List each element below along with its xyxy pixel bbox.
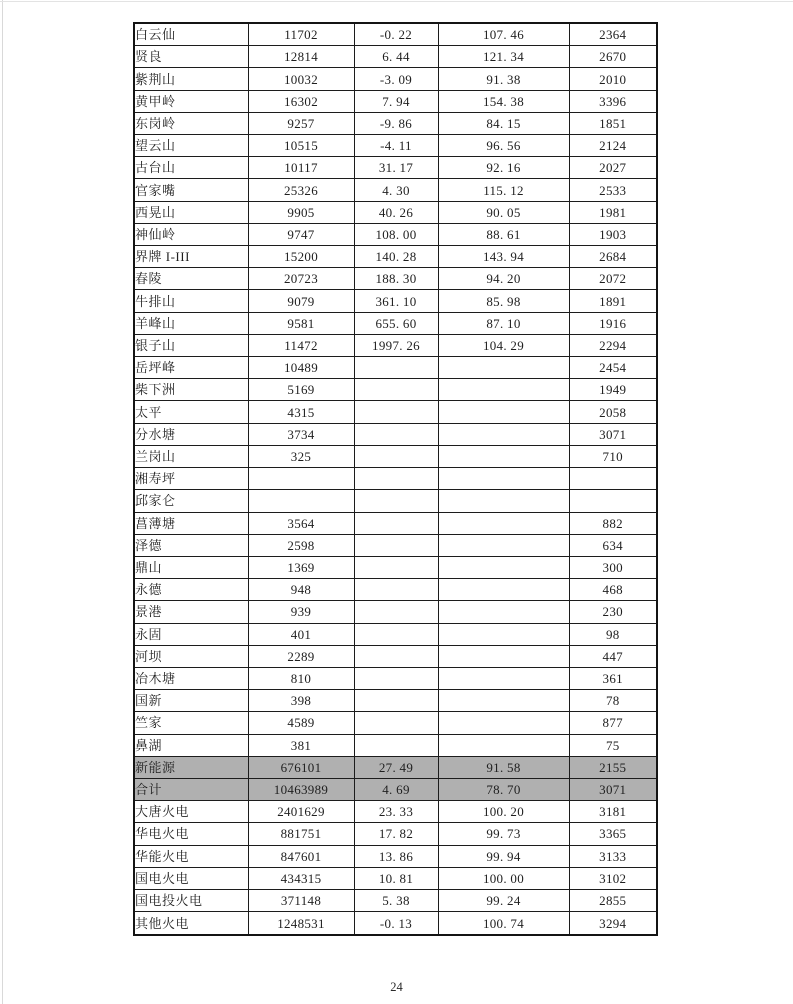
data-table [133, 22, 658, 936]
value-cell: 361 [569, 667, 657, 689]
station-name-cell: 国电火电 [134, 867, 248, 889]
table-row [134, 490, 657, 512]
value-cell: 75 [569, 734, 657, 756]
value-cell: 361. 10 [354, 290, 438, 312]
table-row [134, 468, 657, 490]
value-cell: 3734 [248, 423, 354, 445]
value-cell [354, 445, 438, 467]
value-cell: 188. 30 [354, 268, 438, 290]
station-name-cell: 新能源 [134, 756, 248, 778]
value-cell: 3133 [569, 845, 657, 867]
table-row [134, 556, 657, 578]
value-cell: 1903 [569, 223, 657, 245]
scan-edge-left [2, 0, 3, 1004]
value-cell: 2598 [248, 534, 354, 556]
table-row [134, 290, 657, 312]
table-row [134, 601, 657, 623]
station-name-cell: 华能火电 [134, 845, 248, 867]
station-name-cell: 界牌 I-III [134, 246, 248, 268]
station-name-cell: 邱家仑 [134, 490, 248, 512]
station-name-cell: 河坝 [134, 645, 248, 667]
value-cell: 847601 [248, 845, 354, 867]
value-cell: -0. 13 [354, 912, 438, 935]
value-cell: 1891 [569, 290, 657, 312]
value-cell: 94. 20 [438, 268, 569, 290]
value-cell: 91. 38 [438, 68, 569, 90]
station-name-cell: 太平 [134, 401, 248, 423]
table-row [134, 712, 657, 734]
value-cell: 1851 [569, 112, 657, 134]
value-cell: 371148 [248, 889, 354, 911]
station-name-cell: 泽德 [134, 534, 248, 556]
station-name-cell: 大唐火电 [134, 801, 248, 823]
value-cell [438, 556, 569, 578]
table-row [134, 157, 657, 179]
value-cell [569, 468, 657, 490]
value-cell: 25326 [248, 179, 354, 201]
table-body [134, 23, 657, 935]
value-cell [438, 601, 569, 623]
table-row [134, 223, 657, 245]
value-cell: 1369 [248, 556, 354, 578]
station-name-cell: 贤良 [134, 46, 248, 68]
station-name-cell: 其他火电 [134, 912, 248, 935]
value-cell: 10489 [248, 357, 354, 379]
value-cell [354, 401, 438, 423]
value-cell [438, 490, 569, 512]
value-cell: 3396 [569, 90, 657, 112]
table-row [134, 845, 657, 867]
value-cell: 9905 [248, 201, 354, 223]
value-cell: 10463989 [248, 778, 354, 800]
table-row [134, 312, 657, 334]
value-cell: 2124 [569, 135, 657, 157]
value-cell: 23. 33 [354, 801, 438, 823]
value-cell: 325 [248, 445, 354, 467]
value-cell [354, 512, 438, 534]
station-name-cell: 鼎山 [134, 556, 248, 578]
station-name-cell: 合计 [134, 778, 248, 800]
value-cell: 100. 20 [438, 801, 569, 823]
value-cell: 10117 [248, 157, 354, 179]
station-name-cell: 分水塘 [134, 423, 248, 445]
table-row [134, 867, 657, 889]
value-cell [354, 712, 438, 734]
value-cell [354, 623, 438, 645]
station-name-cell: 菖薄塘 [134, 512, 248, 534]
value-cell [354, 379, 438, 401]
value-cell: 881751 [248, 823, 354, 845]
value-cell: 2027 [569, 157, 657, 179]
value-cell: 88. 61 [438, 223, 569, 245]
table-row [134, 734, 657, 756]
table-row [134, 90, 657, 112]
value-cell: 882 [569, 512, 657, 534]
value-cell: -9. 86 [354, 112, 438, 134]
table-row [134, 46, 657, 68]
table-row [134, 135, 657, 157]
value-cell [569, 490, 657, 512]
value-cell: 10032 [248, 68, 354, 90]
value-cell [354, 645, 438, 667]
table-row [134, 268, 657, 290]
value-cell: 87. 10 [438, 312, 569, 334]
station-name-cell: 望云山 [134, 135, 248, 157]
station-name-cell: 羊峰山 [134, 312, 248, 334]
station-name-cell: 神仙岭 [134, 223, 248, 245]
value-cell: 107. 46 [438, 23, 569, 46]
value-cell: -0. 22 [354, 23, 438, 46]
value-cell: 108. 00 [354, 223, 438, 245]
value-cell: 27. 49 [354, 756, 438, 778]
table-row [134, 357, 657, 379]
table-row [134, 512, 657, 534]
value-cell: 85. 98 [438, 290, 569, 312]
value-cell: 2670 [569, 46, 657, 68]
station-name-cell: 紫荆山 [134, 68, 248, 90]
value-cell: 2855 [569, 889, 657, 911]
value-cell: -4. 11 [354, 135, 438, 157]
table-row [134, 645, 657, 667]
value-cell [248, 490, 354, 512]
value-cell: 381 [248, 734, 354, 756]
value-cell: 100. 74 [438, 912, 569, 935]
table-row [134, 823, 657, 845]
table-row [134, 423, 657, 445]
table-row [134, 201, 657, 223]
value-cell [354, 490, 438, 512]
scan-edge-top [0, 1, 793, 2]
value-cell: 3365 [569, 823, 657, 845]
value-cell: 9257 [248, 112, 354, 134]
table-row [134, 623, 657, 645]
value-cell: 40. 26 [354, 201, 438, 223]
value-cell: 2289 [248, 645, 354, 667]
value-cell: 2454 [569, 357, 657, 379]
value-cell [438, 379, 569, 401]
table-row [134, 801, 657, 823]
value-cell: 810 [248, 667, 354, 689]
value-cell: 15200 [248, 246, 354, 268]
value-cell [438, 357, 569, 379]
value-cell: 90. 05 [438, 201, 569, 223]
station-name-cell: 景港 [134, 601, 248, 623]
value-cell [354, 667, 438, 689]
value-cell: 7. 94 [354, 90, 438, 112]
station-name-cell: 牛排山 [134, 290, 248, 312]
table-row [134, 246, 657, 268]
summary-row [134, 756, 657, 778]
value-cell [438, 623, 569, 645]
value-cell [438, 401, 569, 423]
value-cell: 17. 82 [354, 823, 438, 845]
value-cell [354, 534, 438, 556]
station-name-cell: 华电火电 [134, 823, 248, 845]
station-name-cell: 永固 [134, 623, 248, 645]
table-row [134, 579, 657, 601]
table-row [134, 68, 657, 90]
value-cell: 5. 38 [354, 889, 438, 911]
table-row [134, 112, 657, 134]
value-cell: 4. 30 [354, 179, 438, 201]
value-cell [354, 556, 438, 578]
value-cell: 468 [569, 579, 657, 601]
value-cell: 2533 [569, 179, 657, 201]
station-name-cell: 永德 [134, 579, 248, 601]
value-cell [438, 734, 569, 756]
station-name-cell: 兰岗山 [134, 445, 248, 467]
value-cell: 447 [569, 645, 657, 667]
value-cell: 100. 00 [438, 867, 569, 889]
value-cell: 6. 44 [354, 46, 438, 68]
value-cell: 710 [569, 445, 657, 467]
value-cell [438, 712, 569, 734]
value-cell: 91. 58 [438, 756, 569, 778]
value-cell: 401 [248, 623, 354, 645]
value-cell [248, 468, 354, 490]
table-row [134, 667, 657, 689]
value-cell: 78 [569, 690, 657, 712]
station-name-cell: 柴下洲 [134, 379, 248, 401]
value-cell: 2364 [569, 23, 657, 46]
value-cell: 154. 38 [438, 90, 569, 112]
value-cell [354, 601, 438, 623]
value-cell: 115. 12 [438, 179, 569, 201]
value-cell: 300 [569, 556, 657, 578]
value-cell: 84. 15 [438, 112, 569, 134]
value-cell [354, 357, 438, 379]
value-cell: 1916 [569, 312, 657, 334]
value-cell: -3. 09 [354, 68, 438, 90]
value-cell [354, 734, 438, 756]
station-name-cell: 官家嘴 [134, 179, 248, 201]
value-cell: 98 [569, 623, 657, 645]
table-row [134, 401, 657, 423]
value-cell: 230 [569, 601, 657, 623]
value-cell: 3071 [569, 423, 657, 445]
station-name-cell: 湘寿坪 [134, 468, 248, 490]
value-cell: 99. 24 [438, 889, 569, 911]
table-row [134, 445, 657, 467]
table-row [134, 534, 657, 556]
value-cell: 9079 [248, 290, 354, 312]
table-row [134, 179, 657, 201]
value-cell [438, 645, 569, 667]
value-cell [438, 468, 569, 490]
value-cell: 4589 [248, 712, 354, 734]
station-name-cell: 西晃山 [134, 201, 248, 223]
table-row [134, 690, 657, 712]
value-cell: 1248531 [248, 912, 354, 935]
value-cell: 92. 16 [438, 157, 569, 179]
value-cell [438, 512, 569, 534]
value-cell: 20723 [248, 268, 354, 290]
value-cell [438, 445, 569, 467]
value-cell [354, 579, 438, 601]
value-cell: 2058 [569, 401, 657, 423]
value-cell: 676101 [248, 756, 354, 778]
value-cell: 1949 [569, 379, 657, 401]
value-cell: 16302 [248, 90, 354, 112]
table-row [134, 379, 657, 401]
table-row [134, 912, 657, 935]
summary-row [134, 778, 657, 800]
table-row [134, 889, 657, 911]
value-cell [354, 468, 438, 490]
value-cell: 655. 60 [354, 312, 438, 334]
value-cell: 13. 86 [354, 845, 438, 867]
station-name-cell: 东岗岭 [134, 112, 248, 134]
value-cell: 2155 [569, 756, 657, 778]
value-cell: 78. 70 [438, 778, 569, 800]
value-cell: 939 [248, 601, 354, 623]
station-name-cell: 黄甲岭 [134, 90, 248, 112]
table-row [134, 334, 657, 356]
value-cell: 2010 [569, 68, 657, 90]
value-cell: 434315 [248, 867, 354, 889]
value-cell: 4315 [248, 401, 354, 423]
value-cell: 99. 94 [438, 845, 569, 867]
station-name-cell: 冶木塘 [134, 667, 248, 689]
value-cell: 121. 34 [438, 46, 569, 68]
value-cell: 10. 81 [354, 867, 438, 889]
value-cell: 140. 28 [354, 246, 438, 268]
value-cell: 948 [248, 579, 354, 601]
value-cell: 99. 73 [438, 823, 569, 845]
value-cell: 1981 [569, 201, 657, 223]
value-cell: 10515 [248, 135, 354, 157]
value-cell: 5169 [248, 379, 354, 401]
value-cell [438, 423, 569, 445]
value-cell: 12814 [248, 46, 354, 68]
value-cell: 2294 [569, 334, 657, 356]
value-cell: 9581 [248, 312, 354, 334]
value-cell [438, 690, 569, 712]
value-cell [438, 667, 569, 689]
value-cell: 96. 56 [438, 135, 569, 157]
value-cell: 3102 [569, 867, 657, 889]
value-cell: 634 [569, 534, 657, 556]
station-name-cell: 古台山 [134, 157, 248, 179]
station-name-cell: 岳坪峰 [134, 357, 248, 379]
station-name-cell: 春陵 [134, 268, 248, 290]
station-name-cell: 白云仙 [134, 23, 248, 46]
value-cell: 2684 [569, 246, 657, 268]
station-name-cell: 国新 [134, 690, 248, 712]
value-cell [438, 579, 569, 601]
value-cell: 2072 [569, 268, 657, 290]
value-cell: 2401629 [248, 801, 354, 823]
value-cell: 3564 [248, 512, 354, 534]
page-number: 24 [390, 980, 403, 994]
value-cell: 11472 [248, 334, 354, 356]
station-name-cell: 银子山 [134, 334, 248, 356]
value-cell [354, 423, 438, 445]
station-name-cell: 国电投火电 [134, 889, 248, 911]
value-cell: 877 [569, 712, 657, 734]
value-cell: 3294 [569, 912, 657, 935]
value-cell: 9747 [248, 223, 354, 245]
value-cell: 4. 69 [354, 778, 438, 800]
station-name-cell: 鼻湖 [134, 734, 248, 756]
value-cell: 3071 [569, 778, 657, 800]
value-cell: 398 [248, 690, 354, 712]
value-cell: 31. 17 [354, 157, 438, 179]
station-name-cell: 竺家 [134, 712, 248, 734]
value-cell: 143. 94 [438, 246, 569, 268]
value-cell: 1997. 26 [354, 334, 438, 356]
value-cell [438, 534, 569, 556]
table-row [134, 23, 657, 46]
value-cell [354, 690, 438, 712]
value-cell: 104. 29 [438, 334, 569, 356]
value-cell: 11702 [248, 23, 354, 46]
value-cell: 3181 [569, 801, 657, 823]
